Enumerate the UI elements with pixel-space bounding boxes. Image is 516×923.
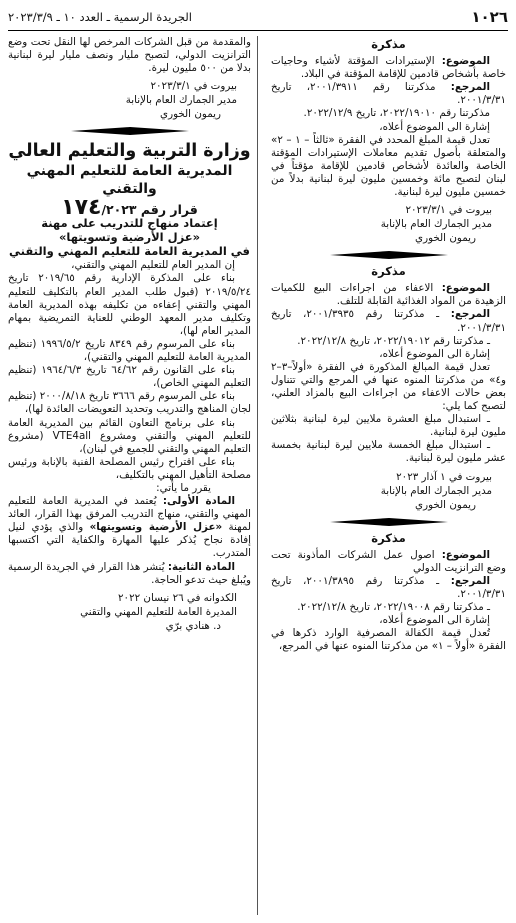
decision-signer-name: د. هنادي برّي: [165, 619, 221, 632]
decision-place-date: الكدوانه في ٢٦ نيسان ٢٠٢٢: [118, 591, 237, 604]
section-separator: [271, 518, 506, 526]
decision-number: قرار رقم ١٧٤/٢٠٢٣: [61, 195, 198, 221]
memo-reference: المرجع: ـ مذكرتنا رقم ٢٠٠١/٣٩٣٥، تاريخ ٢٠٠١/٣/٣١.: [271, 308, 506, 334]
memo-title: مذكرة: [371, 530, 406, 545]
memo-subject: الموضوع: الإستيرادات المؤقتة لأشياء وحاجيات خاصة بأشخاص قادمين للإقامة المؤقتة في البلاد.: [271, 55, 506, 81]
memo-signature: [8, 79, 251, 121]
left-column: [8, 36, 251, 917]
article-1: المادة الأولى: يُعتمد في المديرية العامة للتعليم المهني والتقني، منهاج التدريب المرفق بهذا القرار، العائد لمهنة «عزل الأرضية وتسويتها» والذي يؤدي لنيل إفادة نجاح يُذكر عليها المهارة والكفاية التي اكتسبها المتدرب.: [8, 495, 251, 560]
memo-reference-line: إشارة الى الموضوع أعلاه،: [379, 120, 490, 133]
decision-signer-title: المديرة العامة للتعليم المهني والتقني: [80, 605, 237, 618]
header-rule: [8, 30, 508, 31]
memo-reference: المرجع: ـ مذكرتنا رقم ٢٠٠١/٣٨٩٥، تاريخ ٢٠٠١/٣/٣١.: [271, 574, 506, 600]
memo-signer-title: مدير الجمارك العام بالإنابة: [380, 218, 492, 231]
memo-reference: المرجع: مذكرتنا رقم ٢٠٠١/٣٩١١، تاريخ ٢٠٠١/٣/٣١.: [271, 81, 506, 107]
decision-clause: بناء على اقتراح رئيس المصلحة الفنية بالإنابة ورئيس مصلحة التأهيل المهني بالتكليف،: [8, 455, 251, 481]
memo-signature: [271, 470, 506, 512]
decision-clause: بناء على برنامج التعاون القائم بين المديرية العامة للتعليم المهني والتقني ومشروع VTE4all (مشروع التعليم المهني والتقني للجميع في لبنان)،: [8, 416, 251, 455]
section-separator: [271, 251, 506, 259]
section-separator: [8, 127, 251, 135]
memo-reference-2: ـ مذكرتنا رقم ٢٠٢٢/١٩٠١٢، تاريخ ٢٠٢٢/١٢/٨.: [297, 334, 490, 347]
decision-subject: إعتماد منهاج للتدريب على مهنة: [41, 216, 218, 231]
memo-signer-name: ريمون الخوري: [415, 498, 476, 511]
ministry-title: وزارة التربية والتعليم العالي: [8, 141, 251, 162]
memo-place-date: بيروت في ٢٠٢٣/٣/١: [150, 80, 237, 93]
memo-subject: الموضوع: الاعفاء من اجراءات البيع للكميات الزهيدة من المواد الغذائية القابلة للتلف.: [271, 282, 506, 308]
memo-reference-line: إشارة الى الموضوع أعلاه،: [379, 614, 490, 627]
decision-clause: بناء على المرسوم رقم ٨٣٤٩ تاريخ ١٩٩٦/٥/٢ (تنظيم المديرية العامة للتعليم المهني والتقني)،: [8, 337, 251, 364]
decision-signature: [8, 591, 251, 633]
continuation-text: والمقدمة من قبل الشركات المرخص لها النقل تحت وضع الترانزيت الدولي، لتصبح مليار ونصف مليار ليرة لبنانية بدلا من ٥٠٠ مليون ليرة.: [8, 36, 251, 75]
memo-reference-line: إشارة الى الموضوع أعلاه،: [379, 347, 490, 360]
memo-signer-name: ريمون الخوري: [415, 232, 476, 245]
memo-perishable-food: [271, 265, 506, 511]
memo-title: مذكرة: [371, 264, 406, 279]
memo-signer-title: مدير الجمارك العام بالإنابة: [125, 94, 237, 107]
memo-temporary-imports: [271, 38, 506, 245]
page-number: ١٠٢٦: [471, 8, 508, 26]
memo-place-date: بيروت في ١ آذار ٢٠٢٣: [396, 470, 492, 483]
memo-subject: الموضوع: اصول عمل الشركات المأذونة تحت وضع الترانزيت الدولي: [271, 548, 506, 574]
decides-line: يقرر ما يأتي:: [156, 481, 211, 494]
memo-body: تعدل قيمة المبلغ المحدد في الفقرة «ثالثاً – ١ – ٢» والمتعلقة بأصول تقديم معاملات الإستيرادات المؤقتة الخاصة والعائدة لأشخاص قادمين للإقامة مؤقتاً في لبنان لتصبح مائة وخمسين مليون ليرة لبنانية بدلاً من خمسين مليون ليرة لبنانية.: [271, 133, 506, 199]
decision-intro: إن المدير العام للتعليم المهني والتقني،: [71, 259, 235, 272]
memo-place-date: بيروت في ٢٠٢٣/٣/١: [405, 204, 492, 217]
memo-signer-name: ريمون الخوري: [160, 108, 221, 121]
memo-title: مذكرة: [371, 37, 406, 51]
decision-clause: بناء على القانون رقم ٦٤/٦٢ تاريخ ١٩٦٤/٦/٣ (تنظيم التعليم المهني الخاص)،: [8, 364, 251, 390]
memo-body: تعدل قيمة المبالغ المذكورة في الفقرة «أولاً–٣–٢ و٤» من مذكرتنا المنوه عنها في المرجع والتي تتناول بعض حالات الاعفاء من اجراءات البيع بالمزاد العلني، لتصبح كما يلي:: [271, 360, 506, 413]
memo-signer-title: مدير الجمارك العام بالإنابة: [380, 484, 492, 497]
decision-profession: «عزل الأرضية وتسويتها»: [58, 230, 201, 245]
directorate-title: المديرية العامة للتعليم المهني والتقني: [26, 163, 233, 198]
memo-reference-2: ـ مذكرتنا رقم ٢٠٢٢/١٩٠٠٨، تاريخ ٢٠٢٢/١٢/٨.: [297, 601, 490, 613]
memo-continuation: [8, 36, 251, 121]
memo-body: تُعدل قيمة الكفالة المصرفية الوارد ذكرها في الفقرة «أولاً – ١» من مذكرتنا المنوه عنها في المرجع،: [271, 627, 506, 653]
memo-item: ـ استبدال مبلغ الخمسة ملايين ليرة لبنانية بخمسة عشر مليون ليرة لبنانية.: [271, 439, 506, 465]
gazette-issue-info: الجريدة الرسمية ـ العدد ١٠ ـ ٢٠٢٣/٣/٩: [8, 10, 192, 24]
memo-transit-companies: [271, 532, 506, 654]
decision-clause: بناء على المذكرة الإدارية رقم ٢٠١٩/٦٥ تاريخ ٢٠١٩/٥/٢٤ (قبول طلب المدير العام بالتكليف للتعليم المهني والتقني إعفاءه من تكليفه بهذه المديرية العامة وتكليف مدير المعهد الوطني للعناية التمريضية بمهام المدير العام لها)،: [8, 272, 251, 337]
article-2: المادة الثانية: يُنشر هذا القرار في الجريدة الرسمية ويُبلغ حيث تدعو الحاجة.: [8, 560, 251, 586]
decision-section-title: في المديرية العامة للتعليم المهني والتقني: [9, 244, 250, 259]
right-column: [271, 36, 506, 917]
column-divider: [257, 36, 258, 915]
page-header: [8, 6, 508, 30]
decision-clause: بناء على المرسوم رقم ٣٦٦٦ تاريخ ٢٠٠٠/٨/١٨ (تنظيم لجان المناهج والتدريب وتحديد التعويضات العائدة لها)،: [8, 390, 251, 416]
memo-item: ـ استبدال مبلغ العشرة ملايين ليرة لبنانية بثلاثين مليون ليرة لبنانية.: [271, 413, 506, 439]
memo-reference-2: مذكرتنا رقم ٢٠٢٢/١٩٠١٠، تاريخ ٢٠٢٢/١٢/٩.: [303, 107, 490, 120]
memo-signature: [271, 203, 506, 245]
decision-174: [8, 141, 251, 632]
